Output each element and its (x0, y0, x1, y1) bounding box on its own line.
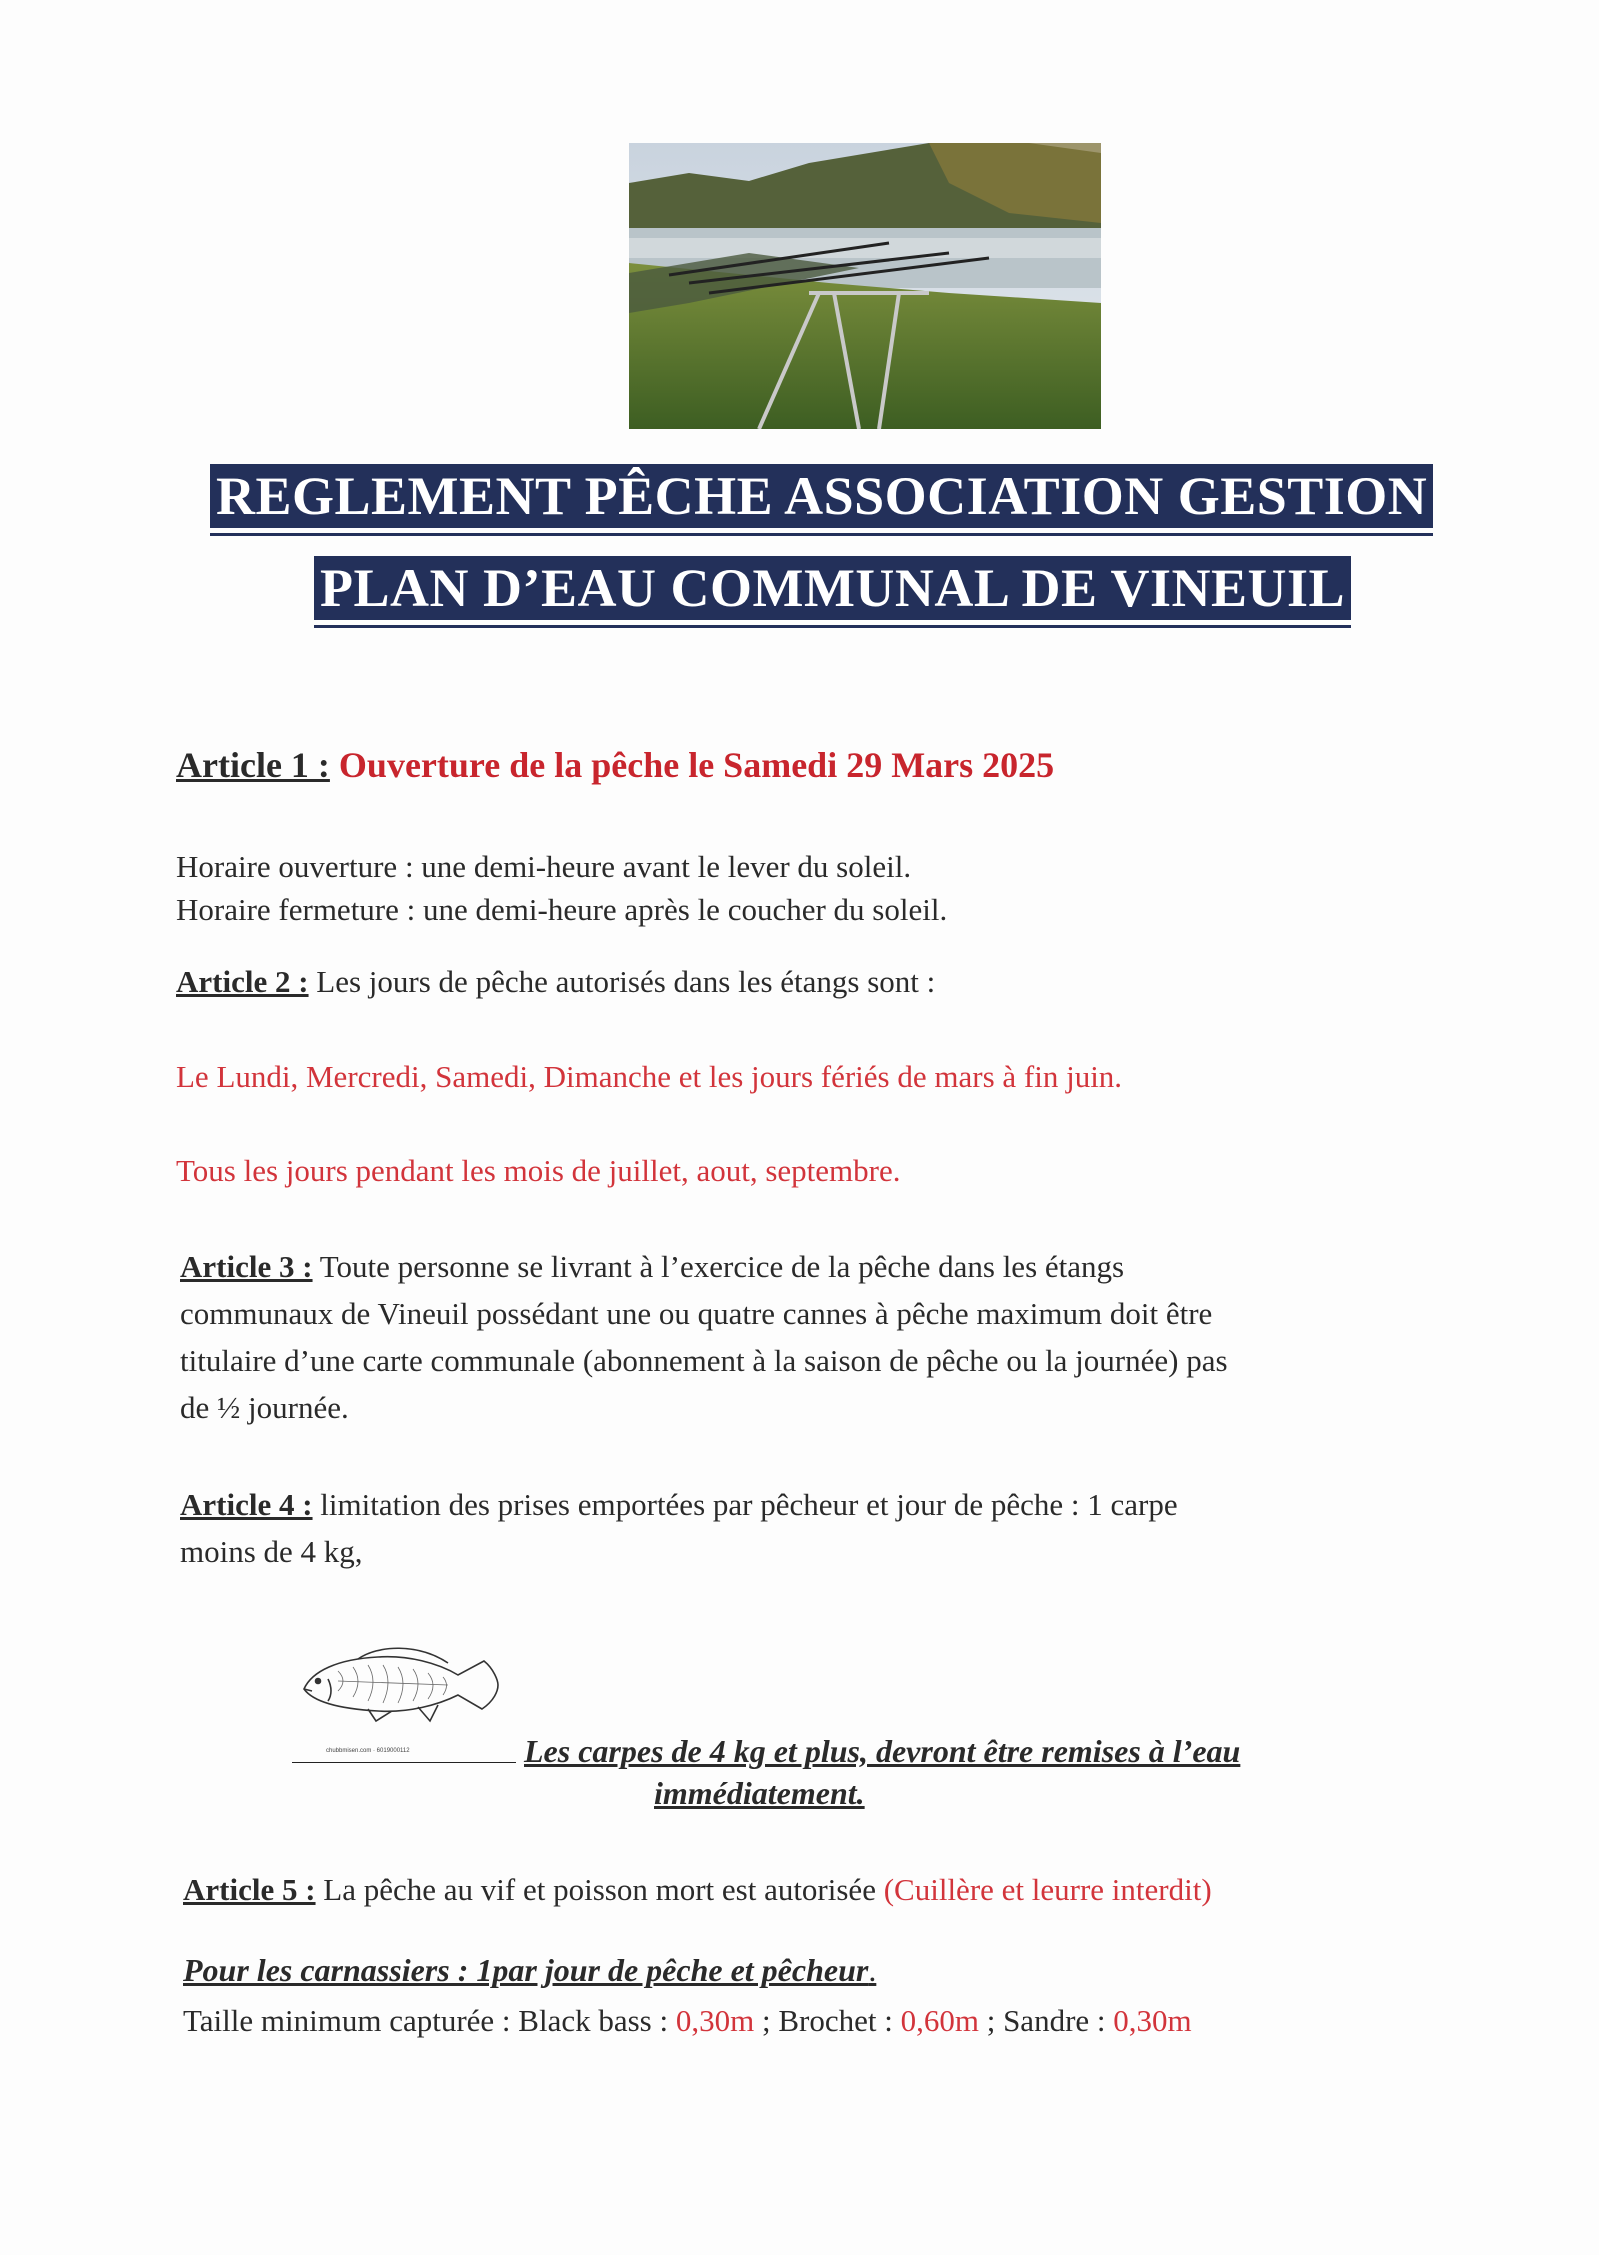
article-1-opening-hours: Horaire ouverture : une demi-heure avant le lever du soleil. (176, 849, 912, 884)
header-photo (629, 143, 1101, 429)
article-1-label: Article 1 : (176, 745, 330, 785)
carnassiers-rule-text: Pour les carnassiers : 1par jour de pêche et pêcheur (183, 1952, 869, 1988)
article-4-line-1 (180, 1482, 1178, 1528)
carp-illustration (298, 1641, 512, 1725)
signature-line (292, 1762, 516, 1763)
article-3-line-4: de ½ journée. (180, 1390, 349, 1425)
article-2-label: Article 2 : (176, 964, 309, 999)
article-1-closing-hours: Horaire fermeture : une demi-heure après le coucher du soleil. (176, 892, 948, 927)
minimum-size-label: Taille minimum capturée : Black bass : (183, 2003, 676, 2038)
article-5 (183, 1867, 1212, 1913)
carnassiers-rule (183, 1952, 876, 1989)
article-2-days-2: Tous les jours pendant les mois de juillet, aout, septembre. (176, 1153, 901, 1188)
carp-release-note-line-1: Les carpes de 4 kg et plus, devront être remises à l’eau (524, 1733, 1241, 1769)
carnassiers-rule-dot: . (868, 1952, 877, 1988)
article-5-label: Article 5 : (183, 1872, 316, 1907)
article-3-line-3: titulaire d’une carte communale (abonnement à la saison de pêche ou la journée) pas (180, 1343, 1228, 1378)
article-3-line-1 (180, 1244, 1124, 1290)
article-2-text: Les jours de pêche autorisés dans les étangs sont : (308, 964, 936, 999)
article-2-days-1: Le Lundi, Mercredi, Samedi, Dimanche et les jours fériés de mars à fin juin. (176, 1059, 1123, 1094)
page-title-line-2: PLAN D’EAU COMMUNAL DE VINEUIL (314, 556, 1351, 620)
illustration-credit: chubbmisen.com · 6019000112 (326, 1748, 410, 1754)
brochet-size: 0,60m (900, 2003, 979, 2038)
article-4-line-2: moins de 4 kg, (180, 1534, 363, 1569)
sandre-size: 0,30m (1113, 2003, 1192, 2038)
article-3-text-1: Toute personne se livrant à l’exercice de la pêche dans les étangs (312, 1249, 1125, 1284)
article-3-line-2: communaux de Vineuil possédant une ou quatre cannes à pêche maximum doit être (180, 1296, 1213, 1331)
article-4-label: Article 4 : (180, 1487, 313, 1522)
article-4-text-1: limitation des prises emportées par pêcheur et jour de pêche : 1 carpe (312, 1487, 1178, 1522)
article-1-title: Ouverture de la pêche le Samedi 29 Mars 2025 (338, 745, 1055, 785)
article-5-restriction: (Cuillère et leurre interdit) (883, 1872, 1212, 1907)
black-bass-size: 0,30m (675, 2003, 755, 2038)
article-5-text: La pêche au vif et poisson mort est autorisée (315, 1872, 884, 1907)
carp-release-note-line-2: immédiatement. (654, 1775, 865, 1811)
article-2 (176, 959, 935, 1005)
article-1-heading (176, 742, 1054, 788)
article-3-label: Article 3 : (180, 1249, 313, 1284)
sandre-label: ; Sandre : (978, 2003, 1114, 2038)
minimum-size-line (183, 1998, 1192, 2044)
page-title-line-1: REGLEMENT PÊCHE ASSOCIATION GESTION (210, 464, 1433, 528)
brochet-label: ; Brochet : (754, 2003, 901, 2038)
